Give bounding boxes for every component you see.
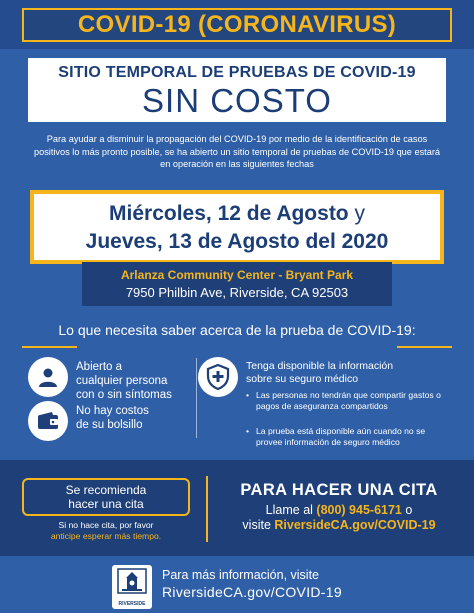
appointment-title: PARA HACER UNA CITA (240, 481, 438, 499)
bell-tower-icon (112, 565, 152, 599)
dates-box (30, 190, 444, 264)
date-line-1 (34, 202, 440, 226)
divider-left (22, 346, 77, 348)
city-seal-logo (112, 565, 152, 609)
appointment-url-link[interactable]: RiversideCA.gov/COVID-19 (274, 518, 436, 532)
insurance-title-line-1: Tenga disponible la información (246, 360, 394, 372)
item-no-cost (76, 404, 149, 432)
banner-headline: SIN COSTO (142, 82, 332, 119)
phone-link[interactable]: (800) 945-6171 (316, 503, 402, 517)
wallet-icon (28, 401, 68, 441)
person-icon (28, 357, 68, 397)
item-no-cost-line-1: No hay costos (76, 405, 149, 417)
recommend-line-1: Se recomienda (65, 483, 147, 497)
visit-prefix: visite (242, 518, 271, 532)
item-no-cost-line-2: de su bolsillo (76, 419, 143, 431)
shield-plus-icon (198, 357, 238, 397)
call-line (214, 503, 464, 517)
item-open-line-3: con o sin síntomas (76, 389, 172, 401)
footer-info: Para más información, visite (162, 568, 320, 582)
banner (28, 58, 446, 122)
no-cita-line-2: anticipe esperar más tiempo. (50, 531, 162, 541)
location-address: 7950 Philbin Ave, Riverside, CA 92503 (125, 285, 349, 300)
insurance-bullet-1: • Las personas no tendrán que compartir gastos o pagos de aseguranza compartidos (246, 390, 446, 412)
date-1: Miércoles, 12 de Agosto (109, 202, 349, 225)
item-open-to-all (76, 360, 172, 402)
location-box (82, 262, 392, 306)
no-appointment-note (22, 520, 190, 542)
insurance-bullet-2: • La prueba está disponible aún cuando no se provee información de seguro médico (246, 426, 446, 448)
call-suffix: o (405, 503, 413, 517)
item-open-line-2: cualquier persona (76, 375, 168, 387)
seal-label: RIVERSIDE (118, 601, 146, 607)
info-heading: Lo que necesita saber acerca de la prueba de COVID-19: (58, 322, 416, 338)
date-line-2: Jueves, 13 de Agosto del 2020 (85, 230, 389, 253)
footer-url-link[interactable]: RiversideCA.gov/COVID-19 (162, 584, 342, 600)
appointment-divider (206, 476, 208, 542)
item-open-line-1: Abierto a (76, 361, 123, 373)
call-prefix: Llame al (265, 503, 313, 517)
no-cita-line-1: Si no hace cita, por favor (58, 520, 154, 530)
recommend-box (22, 478, 190, 516)
insurance-title-line-2: sobre su seguro médico (246, 373, 359, 385)
page-title: COVID-19 (CORONAVIRUS) (22, 8, 452, 42)
location-name: Arlanza Community Center - Bryant Park (120, 268, 354, 282)
date-connector: y (354, 202, 365, 225)
insurance-title (246, 360, 446, 386)
banner-subtitle: SITIO TEMPORAL DE PRUEBAS DE COVID-19 (58, 64, 416, 81)
visit-line (214, 518, 464, 532)
intro-text: Para ayudar a disminuir la propagación del COVID-19 por medio de la identificación de casos positivos lo más pronto posible, se ha abierto un sitio temporal de pruebas de COVID-19 que estará en operación en las siguientes fechas (33, 134, 440, 169)
info-divider (196, 358, 197, 438)
divider-right (397, 346, 452, 348)
recommend-line-2: hacer una cita (68, 497, 144, 511)
